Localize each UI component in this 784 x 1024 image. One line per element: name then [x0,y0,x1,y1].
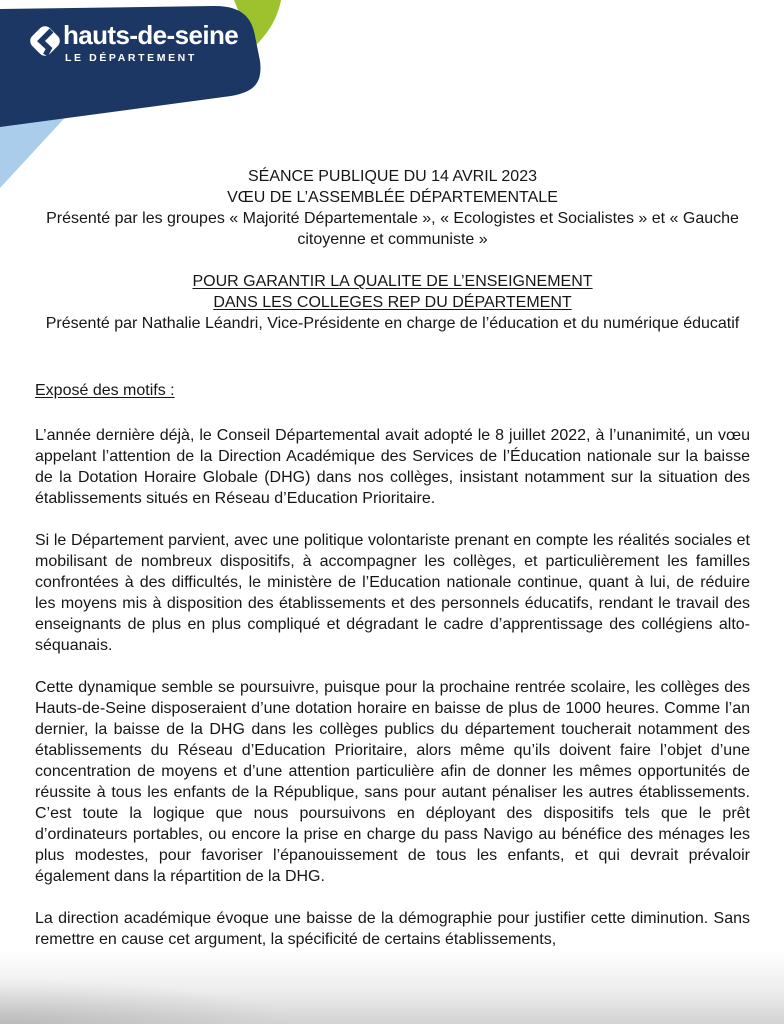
section-heading: Exposé des motifs : [35,382,175,399]
groups-presented-by: Présenté par les groupes « Majorité Départementale », « Ecologistes et Socialistes » et « Gauche citoyenne et communiste » [46,210,739,248]
subject-presenter: Présenté par Nathalie Léandri, Vice-Présidente en charge de l’éducation et du numérique éducatif [45,315,740,332]
scan-corner-shading [0,978,300,1024]
document-header [35,166,750,250]
paragraph-3: Cette dynamique semble se poursuivre, puisque pour la prochaine rentrée scolaire, les collèges des Hauts-de-Seine disposeraient d’une dotation horaire en baisse de plus de 1000 heures. Comme l’an dernier, la baisse de la DHG dans les collèges publics du département toucherait notamment des établissements du Réseau d’Education Prioritaire, alors même qu’ils doivent faire l’objet d’une concentration de moyens et d’une attention particulière afin de donner les mêmes opportunités de réussite à tous les enfants de la République, sans pour autant pénaliser les autres établissements. C’est toute la logique que nous poursuivons en déployant des dispositifs tels que le prêt d’ordinateurs portables, ou encore la prise en charge du pass Navigo au bénéfice des ménages les plus modestes, pour favoriser l’épanouissement de tous les enfants, et qui devrait prévaloir également dans la répartition de la DHG. [35,679,750,885]
subject-title-line1: POUR GARANTIR LA QUALITE DE L’ENSEIGNEMENT [192,273,593,290]
body-paragraphs [35,425,750,950]
session-title: SÉANCE PUBLIQUE DU 14 AVRIL 2023 [247,168,537,185]
logo-subtitle: LE DÉPARTEMENT [65,52,197,64]
motion-title: VŒU DE L’ASSEMBLÉE DÉPARTEMENTALE [227,189,558,206]
document-content [35,166,750,971]
subject-block [35,271,750,334]
paragraph-2: Si le Département parvient, avec une politique volontariste prenant en compte les réalités sociales et mobilisant de nombreux dispositifs, à accompagner les collèges, et particulièrement les familles confrontées à des difficultés, le ministère de l’Education nationale continue, quant à lui, de réduire les moyens mis à disposition des établissements et des personnels éducatifs, rendant le travail des enseignants de plus en plus compliqué et dégradant le cadre d’apprentissage des collégiens alto-séquanais. [35,532,750,654]
subject-title-line2: DANS LES COLLEGES REP DU DÉPARTEMENT [213,294,572,311]
paragraph-1: L’année dernière déjà, le Conseil Départemental avait adopté le 8 juillet 2022, à l’unanimité, un vœu appelant l’attention de la Direction Académique des Services de l’Éducation nationale sur la baisse de la Dotation Horaire Globale (DHG) dans nos collèges, insistant notamment sur la situation des établissements situés en Réseau d’Education Prioritaire. [35,427,750,507]
paragraph-4: La direction académique évoque une baisse de la démographie pour justifier cette diminution. Sans remettre en cause cet argument, la spécificité de certains établissements, [35,910,750,948]
logo-wordmark: hauts-de-seine [63,20,239,50]
